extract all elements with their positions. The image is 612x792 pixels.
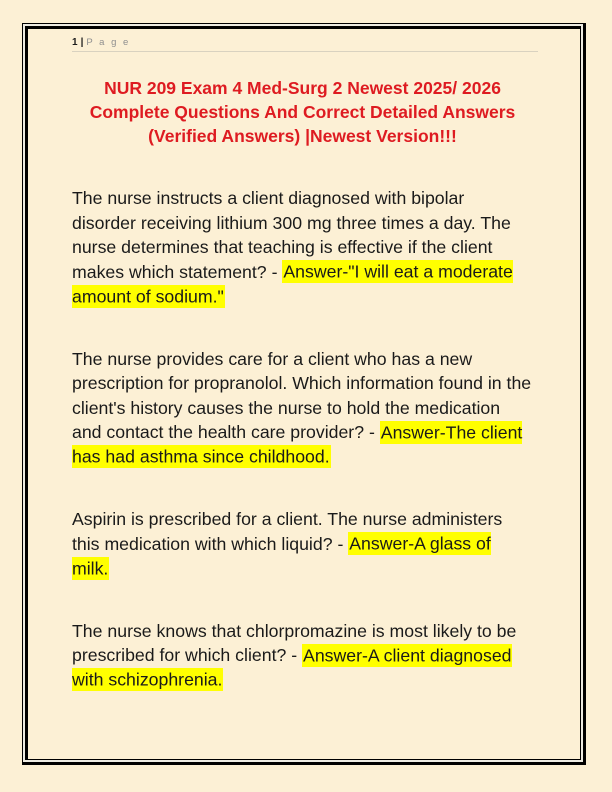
page-border-frame-inner [25, 26, 581, 760]
page-number: 1 [72, 37, 78, 48]
document-title: NUR 209 Exam 4 Med-Surg 2 Newest 2025/ 2026 Complete Questions And Correct Detailed Answers (Verified Answers) |Newest Version!!! [89, 78, 516, 146]
highlighted-answer: Answer-"I will eat a moderate amount of sodium." [72, 261, 513, 306]
highlighted-answer: Answer-The client has had asthma since childhood. [72, 422, 523, 467]
page-border-frame [22, 23, 586, 765]
page-header [72, 36, 536, 49]
question-text: Aspirin is prescribed for a client. The nurse administers this medication with which liquid? - [72, 509, 503, 554]
qa-paragraph [72, 619, 533, 693]
question-text: The nurse knows that chlorpromazine is most likely to be prescribed for which client? - [72, 620, 517, 665]
qa-paragraph [72, 186, 533, 309]
qa-paragraph [72, 347, 533, 470]
qa-list [72, 186, 536, 692]
page-word: P a g e [86, 37, 131, 48]
header-rule [72, 51, 538, 52]
qa-paragraph [72, 507, 533, 581]
question-text: The nurse provides care for a client who has a new prescription for propranolol. Which information found in the client's history causes the nurse to hold the medication and contact the health care provider? - [72, 348, 532, 442]
page-content [28, 29, 580, 692]
highlighted-answer: Answer-A glass of milk. [72, 533, 491, 578]
question-text: The nurse instructs a client diagnosed with bipolar disorder receiving lithium 300 mg three times a day. The nurse determines that teaching is effective if the client makes which statement? - [72, 188, 511, 282]
highlighted-answer: Answer-A client diagnosed with schizophrenia. [72, 645, 512, 690]
header-separator: | [80, 37, 84, 48]
